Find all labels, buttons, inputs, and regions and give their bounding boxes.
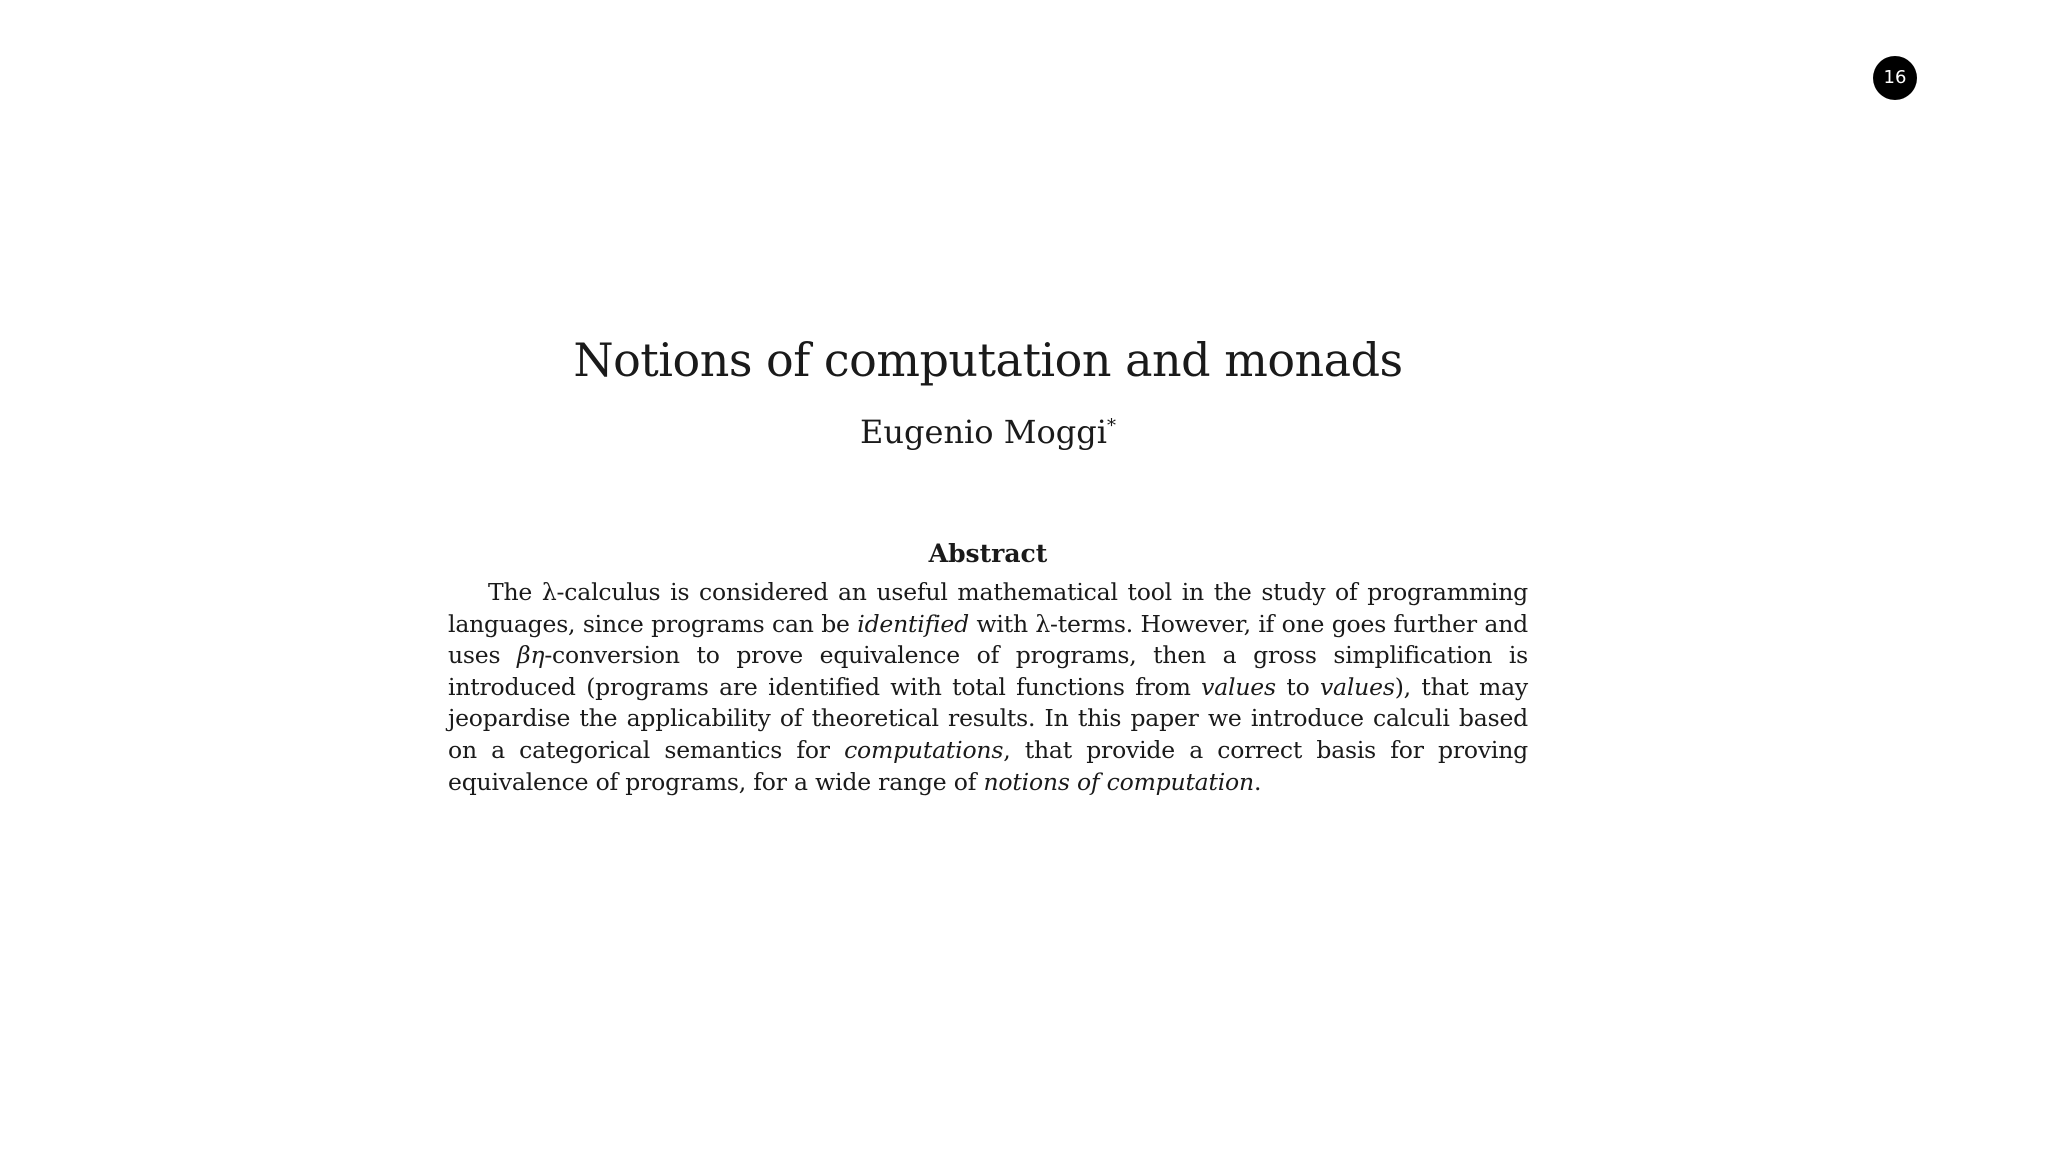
abstract-text: -conversion to prove equivalence of programs, then a gross simplification is introduced (programs are identified with total functions from — [448, 641, 1528, 701]
abstract-body — [448, 577, 1528, 798]
slide-number-text: 16 — [1883, 67, 1907, 88]
paper-title: Notions of computation and monads — [573, 333, 1403, 387]
abstract-emphasis: values — [1319, 672, 1395, 701]
abstract-text: . — [1253, 767, 1262, 796]
paper-author — [448, 412, 1528, 452]
abstract-text: The λ-calculus is considered an useful mathematical tool in the study of programming languages, since programs can be — [448, 578, 1528, 638]
abstract-emphasis: notions of computation — [983, 767, 1254, 796]
abstract-emphasis: computations — [844, 735, 1004, 764]
abstract-text: , that provide a correct basis for proving equivalence of programs, for a wide range of — [448, 735, 1528, 796]
paper-excerpt — [448, 330, 1528, 822]
abstract-text: with λ-terms. However, if one goes further and uses — [448, 609, 1528, 670]
abstract-text: to — [1275, 672, 1320, 701]
abstract-emphasis: βη — [517, 641, 545, 670]
abstract-emphasis: identified — [857, 609, 969, 638]
author-name: Eugenio Moggi — [860, 413, 1107, 451]
author-footnote-mark: * — [1106, 415, 1116, 437]
abstract-heading: Abstract — [928, 539, 1048, 568]
slide-number-badge — [1873, 56, 1917, 100]
abstract-text: ), that may jeopardise the applicability of theoretical results. In this paper we introduce calculi based on a categorical semantics for — [448, 672, 1529, 764]
abstract-emphasis: values — [1201, 672, 1276, 701]
